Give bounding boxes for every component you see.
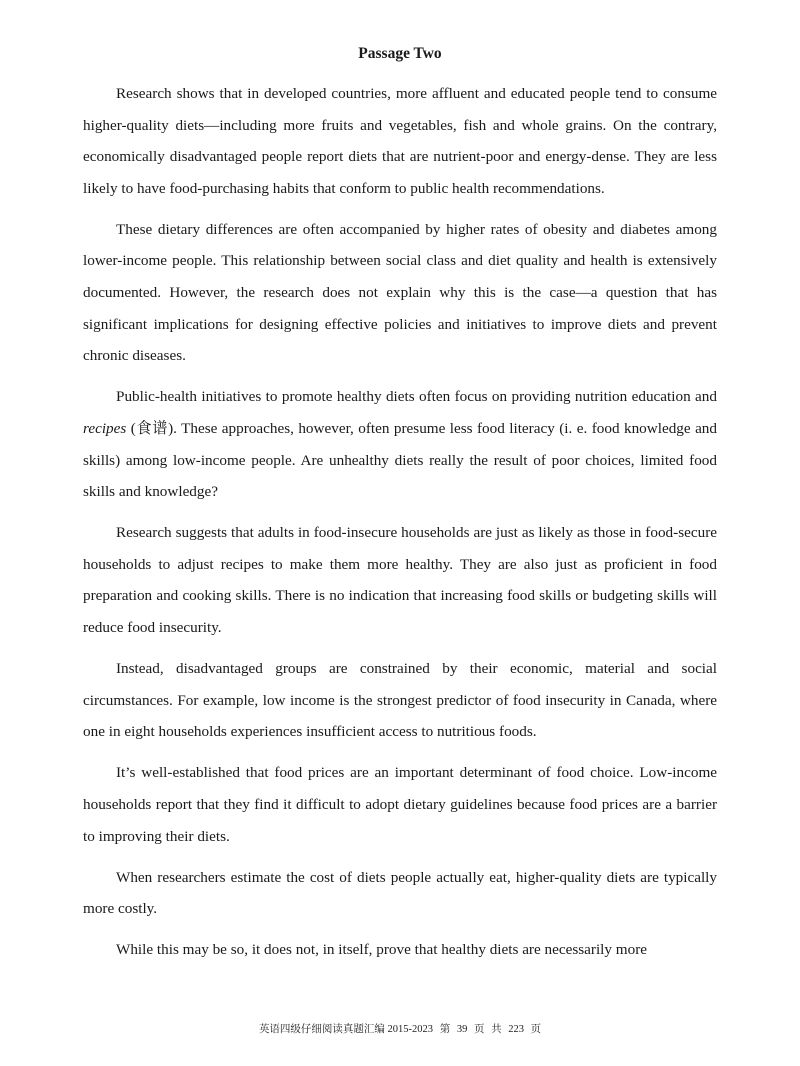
paragraph-3-text-after: (食谱). These approaches, however, often presume less food literacy (i. e. food knowledge and skills) among low-income people. Are unhealthy diets really the result of poor choices, limited food skills and knowledge? <box>83 419 717 501</box>
footer-total-prefix: 共 <box>491 1024 502 1035</box>
footer-page-suffix: 页 <box>473 1024 485 1035</box>
footer-page-number: 39 <box>456 1024 468 1035</box>
paragraph-6: It’s well-established that food prices are an important determinant of food choice. Low-income households report that they find it difficult to adopt dietary guidelines because food prices are a barrier to improving their diets. <box>83 764 717 845</box>
page-footer <box>0 1023 800 1037</box>
paragraph-3-text-before: Public-health initiatives to promote healthy diets often focus on providing nutrition education and <box>116 388 717 406</box>
footer-page-prefix: 第 <box>439 1024 451 1035</box>
paragraph-8: While this may be so, it does not, in itself, prove that healthy diets are necessarily more <box>116 941 647 959</box>
footer-total-pages: 223 <box>508 1024 524 1035</box>
passage-title: Passage Two <box>358 45 442 62</box>
paragraph-1: Research shows that in developed countries, more affluent and educated people tend to consume higher-quality diets—including more fruits and vegetables, fish and whole grains. On the contrary, economically disadvantaged people report diets that are nutrient-poor and energy-dense. They are less likely to have food-purchasing habits that conform to public health recommendations. <box>83 85 717 197</box>
footer-total-suffix: 页 <box>530 1024 542 1035</box>
passage-body <box>83 78 717 975</box>
paragraph-4: Research suggests that adults in food-insecure households are just as likely as those in food-secure households to adjust recipes to make them more healthy. They are also just as proficient in food preparation and cooking skills. There is no indication that increasing food skills or budgeting skills will reduce food insecurity. <box>83 524 717 636</box>
footer-collection-title: 英语四级仔细阅读真题汇编 2015-2023 <box>258 1024 434 1035</box>
paragraph-5: Instead, disadvantaged groups are constrained by their economic, material and social circumstances. For example, low income is the strongest predictor of food insecurity in Canada, where one in eight households experiences insufficient access to nutritious foods. <box>83 660 717 741</box>
italic-term-recipes: recipes <box>83 419 127 437</box>
paragraph-2: These dietary differences are often accompanied by higher rates of obesity and diabetes among lower-income people. This relationship between social class and diet quality and health is extensively documented. However, the research does not explain why this is the case—a question that has significant implications for designing effective policies and initiatives to improve diets and prevent chronic diseases. <box>83 220 717 365</box>
paragraph-3 <box>83 381 717 507</box>
paragraph-7: When researchers estimate the cost of diets people actually eat, higher-quality diets are typically more costly. <box>83 868 717 918</box>
